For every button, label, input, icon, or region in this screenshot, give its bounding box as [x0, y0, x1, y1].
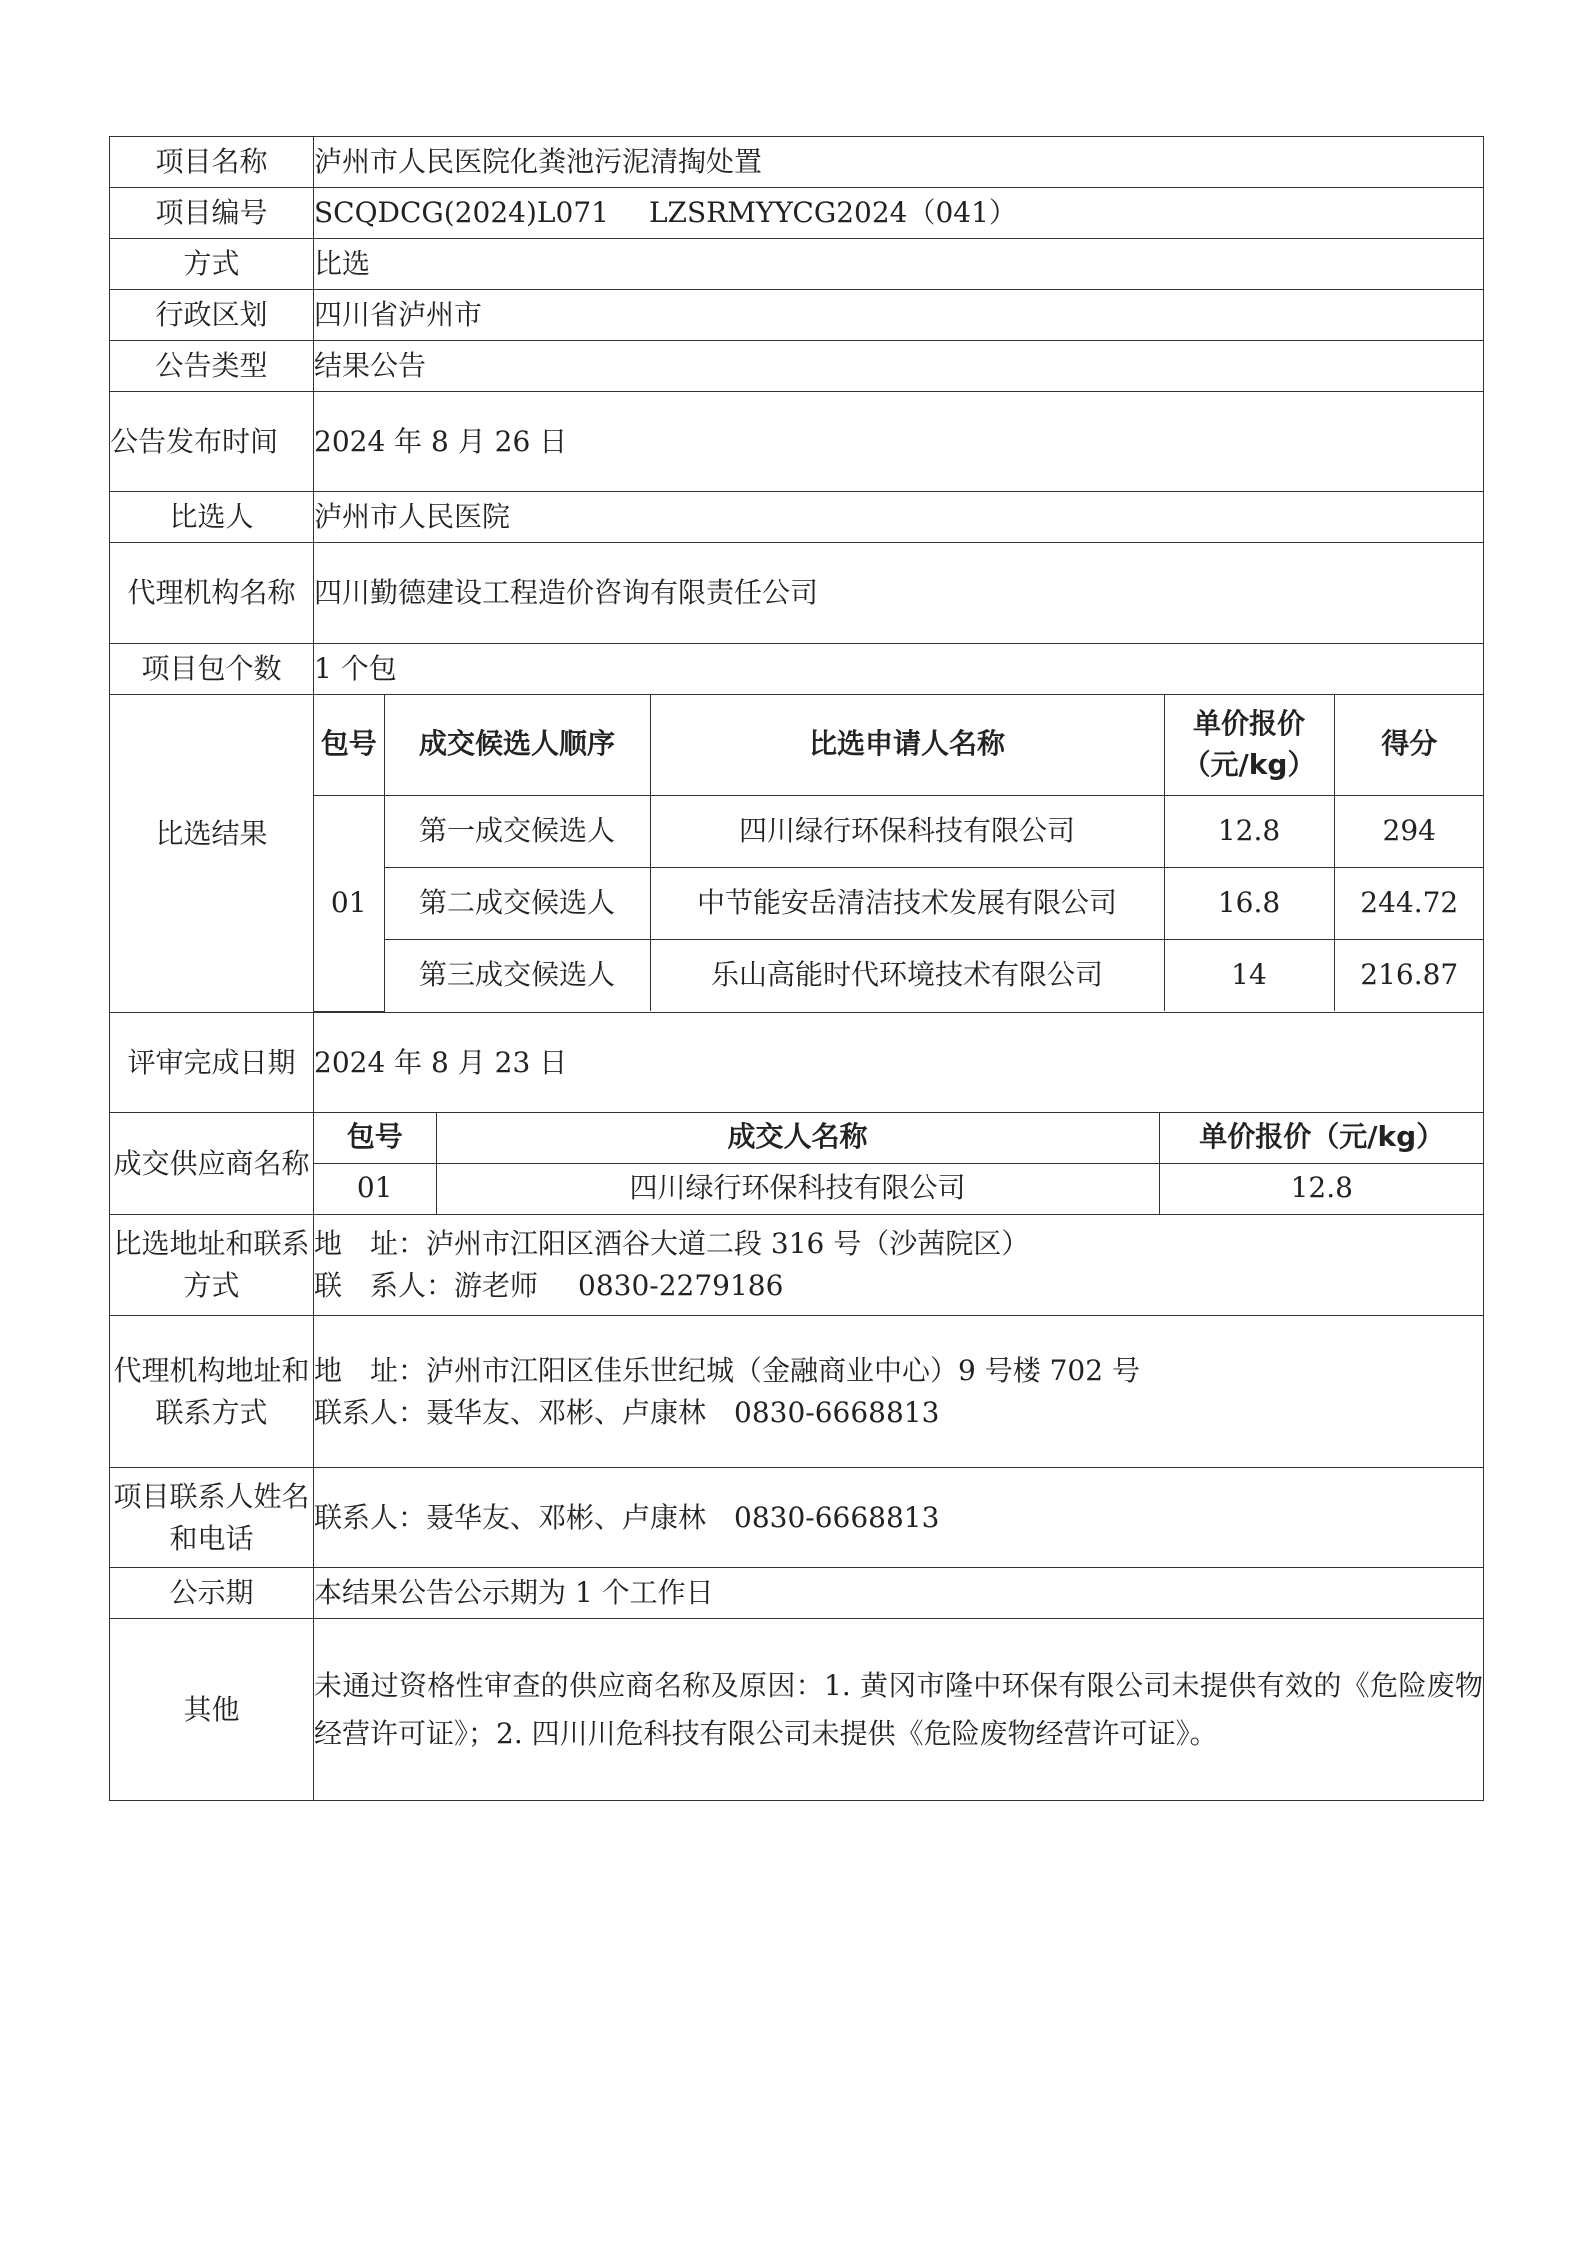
- candidate-score: 244.72: [1334, 867, 1484, 939]
- project-contact-person: 联系人：聂华友、邓彬、卢康林: [314, 1500, 707, 1534]
- label-project-no: 项目编号: [110, 188, 314, 239]
- row-review-date: [110, 1013, 1484, 1113]
- row-other: [110, 1619, 1484, 1801]
- announcement-document: [109, 136, 1483, 1801]
- agency-contact-line: [314, 1392, 1483, 1434]
- supplier-name: 四川绿行环保科技有限公司: [436, 1163, 1159, 1214]
- row-project-name: [110, 137, 1484, 188]
- row-supplier: [110, 1113, 1484, 1215]
- label-agency: 代理机构名称: [110, 543, 314, 644]
- candidate-name: 乐山高能时代环境技术有限公司: [650, 939, 1164, 1011]
- value-notice-type: 结果公告: [314, 341, 1484, 392]
- label-selector: 比选人: [110, 492, 314, 543]
- value-project-no: [314, 188, 1484, 239]
- table-row: [314, 795, 1484, 867]
- results-header-pkg: 包号: [314, 695, 384, 795]
- row-selector: [110, 492, 1484, 543]
- value-selector-contact: [314, 1215, 1484, 1316]
- candidate-price: 12.8: [1164, 795, 1334, 867]
- results-header-row: [314, 695, 1484, 795]
- label-other: 其他: [110, 1619, 314, 1801]
- value-region: 四川省泸州市: [314, 290, 1484, 341]
- label-project-name: 项目名称: [110, 137, 314, 188]
- label-results: 比选结果: [110, 695, 314, 1013]
- value-agency: 四川勤德建设工程造价咨询有限责任公司: [314, 543, 1484, 644]
- selector-address: 地 址：泸州市江阳区酒谷大道二段 316 号（沙茜院区）: [314, 1227, 1030, 1260]
- row-publish-time: [110, 392, 1484, 492]
- supplier-price: 12.8: [1159, 1163, 1484, 1214]
- row-package-count: [110, 644, 1484, 695]
- row-method: [110, 239, 1484, 290]
- candidate-price: 16.8: [1164, 867, 1334, 939]
- announcement-table: [109, 136, 1484, 1801]
- label-notice-type: 公告类型: [110, 341, 314, 392]
- value-publicity: 本结果公告公示期为 1 个工作日: [314, 1568, 1484, 1619]
- label-publicity: 公示期: [110, 1568, 314, 1619]
- candidate-name: 四川绿行环保科技有限公司: [650, 795, 1164, 867]
- label-review-date: 评审完成日期: [110, 1013, 314, 1113]
- label-project-contact: 项目联系人姓名和电话: [110, 1468, 314, 1568]
- label-selector-contact: 比选地址和联系方式: [110, 1215, 314, 1316]
- candidate-order: 第二成交候选人: [384, 867, 650, 939]
- supplier-header-name: 成交人名称: [436, 1113, 1159, 1163]
- candidate-order: 第三成交候选人: [384, 939, 650, 1011]
- label-method: 方式: [110, 239, 314, 290]
- label-region: 行政区划: [110, 290, 314, 341]
- table-row: [314, 867, 1484, 939]
- row-agency-contact: [110, 1316, 1484, 1468]
- agency-phone: 0830-6668813: [734, 1395, 940, 1429]
- value-agency-contact: [314, 1316, 1484, 1468]
- value-review-date: 2024 年 8 月 23 日: [314, 1013, 1484, 1113]
- value-publish-time: 2024 年 8 月 26 日: [314, 392, 1484, 492]
- label-package-count: 项目包个数: [110, 644, 314, 695]
- label-supplier: 成交供应商名称: [110, 1113, 314, 1215]
- selector-contact-person: 联 系人：游老师: [314, 1269, 539, 1302]
- results-header-order: 成交候选人顺序: [384, 695, 650, 795]
- candidate-score: 294: [1334, 795, 1484, 867]
- row-project-no: [110, 188, 1484, 239]
- agency-contact-person: 联系人：聂华友、邓彬、卢康林: [314, 1395, 707, 1429]
- results-pkg: 01: [314, 795, 384, 1011]
- value-method: 比选: [314, 239, 1484, 290]
- supplier-header-pkg: 包号: [314, 1113, 436, 1163]
- selector-contact-line: [314, 1265, 1483, 1307]
- candidate-score: 216.87: [1334, 939, 1484, 1011]
- row-results: [110, 695, 1484, 1013]
- value-project-name: 泸州市人民医院化粪池污泥清掏处置: [314, 137, 1484, 188]
- table-row: [314, 1163, 1484, 1214]
- value-package-count: 1 个包: [314, 644, 1484, 695]
- row-publicity: [110, 1568, 1484, 1619]
- candidate-name: 中节能安岳清洁技术发展有限公司: [650, 867, 1164, 939]
- row-notice-type: [110, 341, 1484, 392]
- candidate-price: 14: [1164, 939, 1334, 1011]
- candidate-order: 第一成交候选人: [384, 795, 650, 867]
- value-other: 未通过资格性审查的供应商名称及原因：1. 黄冈市隆中环保有限公司未提供有效的《危险废物经营许可证》；2. 四川川危科技有限公司未提供《危险废物经营许可证》。: [314, 1619, 1484, 1801]
- results-header-name: 比选申请人名称: [650, 695, 1164, 795]
- row-selector-contact: [110, 1215, 1484, 1316]
- results-header-score: 得分: [1334, 695, 1484, 795]
- project-contact-phone: 0830-6668813: [734, 1500, 940, 1534]
- label-publish-time: 公告发布时间: [110, 392, 314, 492]
- label-agency-contact: 代理机构地址和联系方式: [110, 1316, 314, 1468]
- row-agency: [110, 543, 1484, 644]
- value-project-contact: [314, 1468, 1484, 1568]
- supplier-header-row: [314, 1113, 1484, 1163]
- supplier-table: [314, 1113, 1484, 1214]
- supplier-pkg: 01: [314, 1163, 436, 1214]
- table-row: [314, 939, 1484, 1011]
- agency-address: 地 址：泸州市江阳区佳乐世纪城（金融商业中心）9 号楼 702 号: [314, 1353, 1140, 1387]
- supplier-cell: [314, 1113, 1484, 1215]
- row-project-contact: [110, 1468, 1484, 1568]
- results-cell: [314, 695, 1484, 1013]
- results-header-price: 单价报价（元/kg）: [1164, 695, 1334, 795]
- project-no-b: LZSRMYYCG2024（041）: [648, 196, 1017, 229]
- supplier-header-price: 单价报价（元/kg）: [1159, 1113, 1484, 1163]
- value-selector: 泸州市人民医院: [314, 492, 1484, 543]
- results-table: [314, 695, 1484, 1012]
- selector-phone: 0830-2279186: [578, 1269, 784, 1302]
- project-no-a: SCQDCG(2024)L071: [314, 196, 609, 229]
- row-region: [110, 290, 1484, 341]
